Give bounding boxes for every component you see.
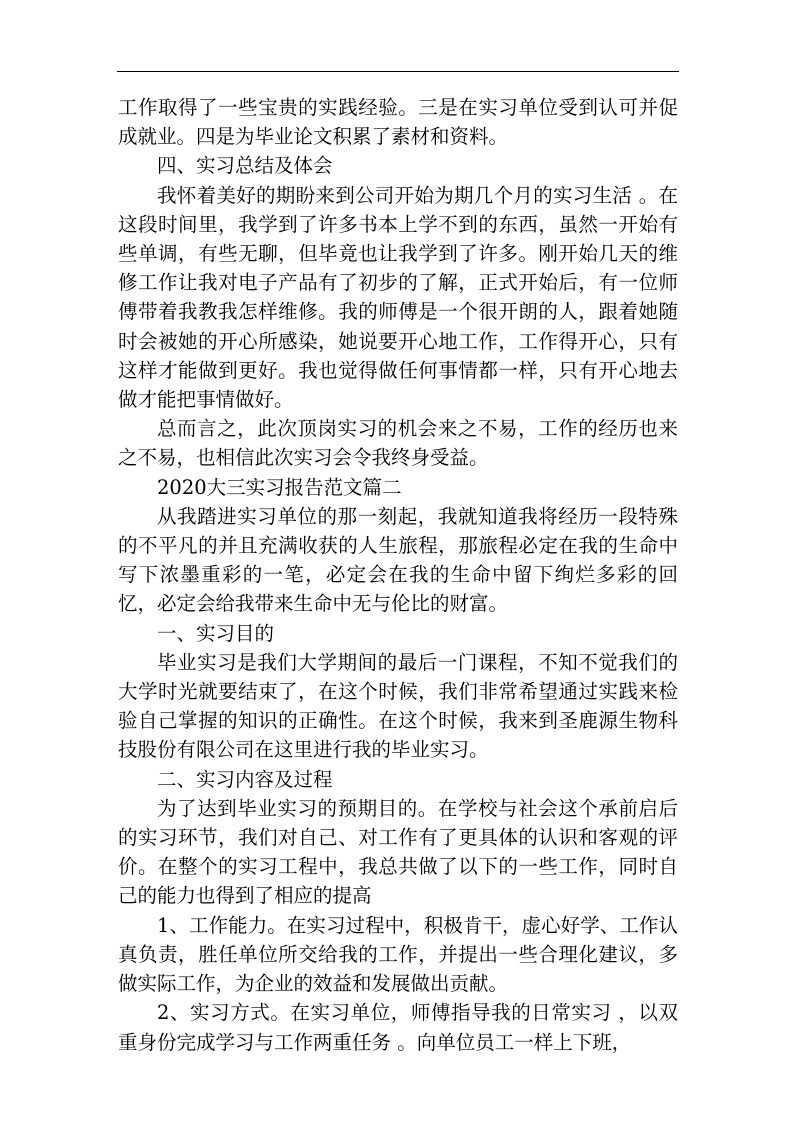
paragraph-conclusion: 总而言之，此次顶岗实习的机会来之不易，工作的经历也来之不易，也相信此次实习会令我终身受益。 (118, 417, 678, 470)
header-rule (117, 71, 679, 72)
page-body (118, 93, 678, 1057)
paragraph-intro: 从我踏进实习单位的那一刻起，我就知道我将经历一段特殊的不平凡的并且充满收获的人生旅程，那旅程必定在我的生命中写下浓墨重彩的一笔，必定会在我的生命中留下绚烂多彩的回忆，必定会给我带来生命中无与伦比的财富。 (118, 504, 678, 616)
paragraph-continuation: 工作取得了一些宝贵的实践经验。三是在实习单位受到认可并促成就业。四是为毕业论文积累了素材和资料。 (118, 96, 678, 149)
paragraph-summary: 我怀着美好的期盼来到公司开始为期几个月的实习生活 。在这段时间里，我学到了许多书本上学不到的东西，虽然一开始有些单调，有些无聊，但毕竟也让我学到了许多。刚开始几天的维修工作让我对电子产品有了初步的了解，正式开始后，有一位师傅带着我教我怎样维修。我的师傅是一个很开朗的人，跟着她随时会被她的开心所感染，她说要开心地工作，工作得开心，只有这样才能做到更好。我也觉得做任何事情都一样，只有开心地去做才能把事情做好。 (118, 183, 678, 412)
paragraph-internship-method: 2、实习方式。在实习单位，师傅指导我的日常实习 ，以双重身份完成学习与工作两重任务 。向单位员工一样上下班， (118, 1001, 678, 1054)
section-heading-summary: 四、实习总结及体会 (157, 154, 333, 178)
section-heading-content: 二、实习内容及过程 (157, 767, 333, 791)
paragraph-purpose: 毕业实习是我们大学期间的最后一门课程，不知不觉我们的大学时光就要结束了，在这个时候，我们非常希望通过实践来检验自己掌握的知识的正确性。在这个时候，我来到圣鹿源生物科技股份有限公司在这里进行我的毕业实习。 (118, 650, 678, 762)
section-heading-purpose: 一、实习目的 (157, 621, 275, 645)
paragraph-work-ability: 1、工作能力。在实习过程中，积极肯干，虚心好学、工作认真负责，胜任单位所交给我的工作，并提出一些合理化建议，多做实际工作，为企业的效益和发展做出贡献。 (118, 913, 678, 996)
article-title-part-two: 2020大三实习报告范文篇二 (157, 475, 402, 499)
paragraph-content: 为了达到毕业实习的预期目的。在学校与社会这个承前启后的实习环节，我们对自己、对工作有了更具体的认识和客观的评价。在整个的实习工程中，我总共做了以下的一些工作，同时自己的能力也得到了相应的提高 (118, 796, 678, 908)
